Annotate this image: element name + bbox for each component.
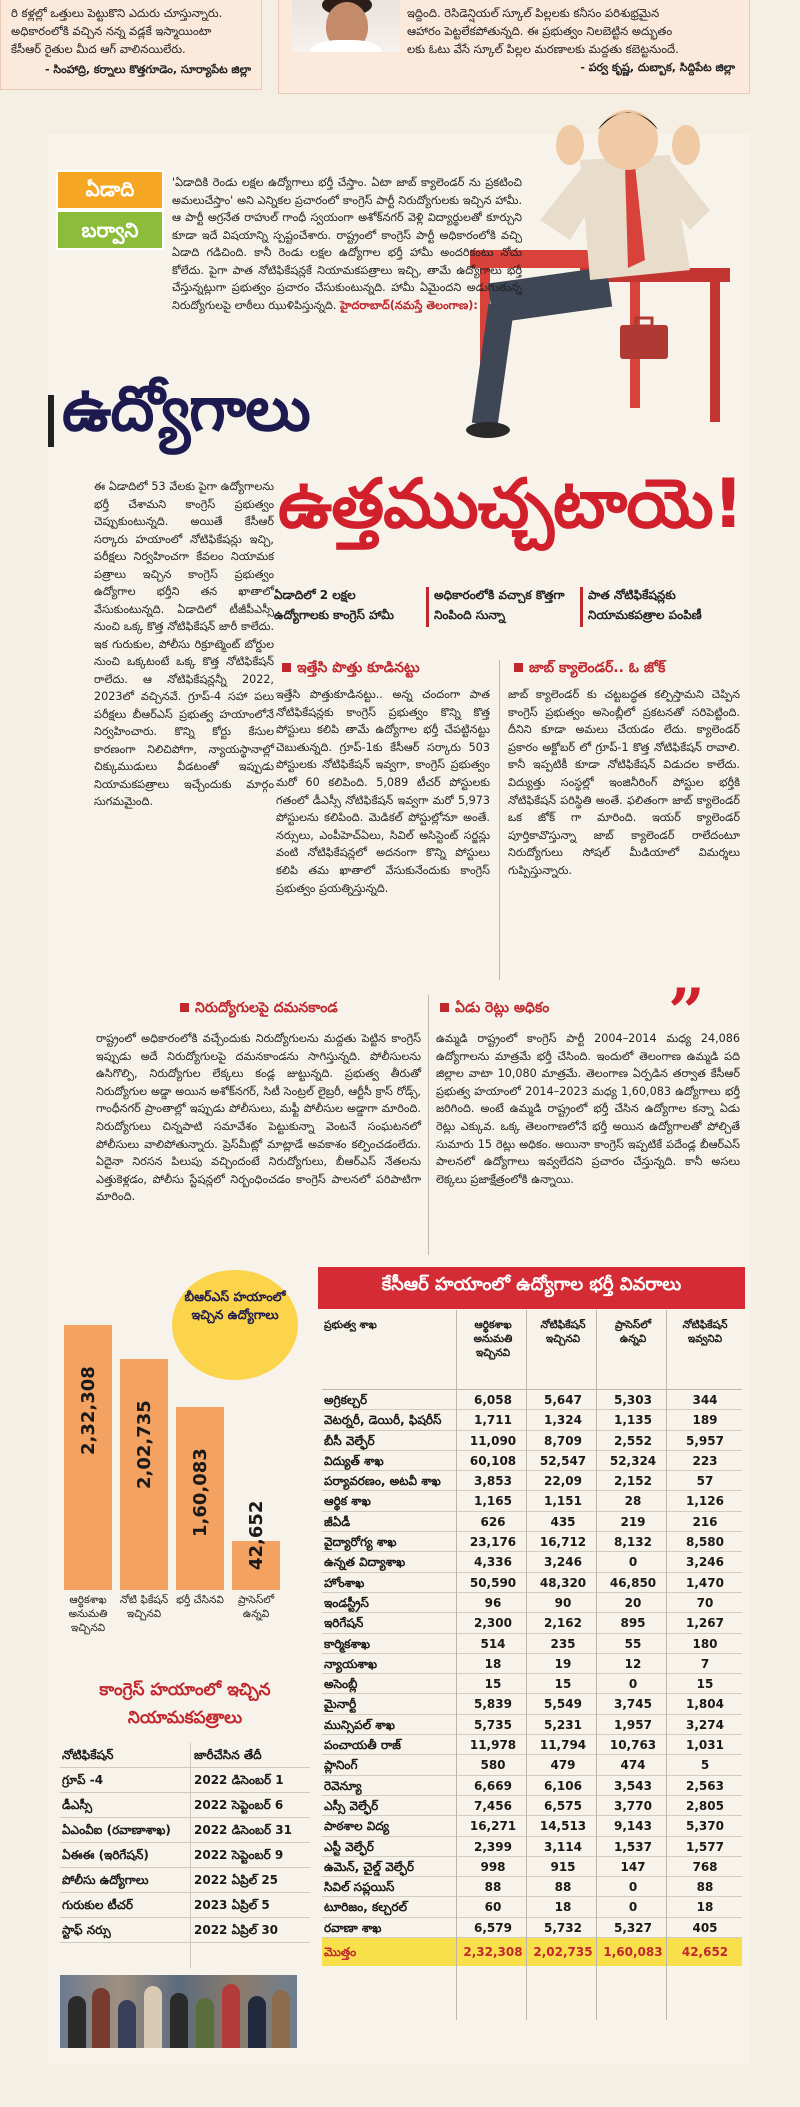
chart-title-bubble — [172, 1270, 298, 1380]
table-cell: 344 — [692, 1393, 718, 1407]
top-left-line: అధికారంలోకి వచ్చిన నన్న వడ్లకే ఇస్మాయింటా — [11, 24, 212, 38]
table-cell: 626 — [480, 1514, 506, 1529]
table-cell: 3,853 — [474, 1474, 512, 1489]
top-left-snippet — [0, 0, 262, 90]
table-cell: 1,324 — [544, 1413, 582, 1428]
department-name: వైద్యారోగ్య శాఖ — [324, 1535, 397, 1550]
table-cell: 5,735 — [474, 1717, 512, 1732]
table-cell: 6,106 — [544, 1778, 582, 1793]
table-cell: 5 — [700, 1758, 710, 1773]
department-name: పంచాయతీ రాజ్ — [324, 1738, 401, 1753]
table-cell: 10,763 — [609, 1738, 657, 1753]
bar-category-label: నోటి ఫికేషన్ ఇచ్చినవి — [119, 1594, 169, 1620]
table-cell: 5,231 — [544, 1717, 582, 1732]
protest-photo — [60, 1975, 297, 2048]
appointments-column-divider — [190, 1743, 191, 1968]
table-total-row — [322, 1938, 742, 1966]
table-cell: 1,804 — [686, 1697, 724, 1712]
table-cell: 7 — [700, 1656, 710, 1671]
table-cell: 57 — [696, 1474, 714, 1489]
table-cell: 5,647 — [544, 1393, 582, 1407]
table-cell: 5,839 — [474, 1697, 512, 1712]
table-cell: 1,151 — [544, 1494, 582, 1509]
table-cell: 50,590 — [469, 1575, 517, 1590]
table-cell: 15 — [554, 1677, 572, 1692]
table-cell: 0 — [628, 1677, 638, 1692]
appointment-notification: గ్రూప్ -4 — [62, 1773, 104, 1787]
details-table-header — [322, 1310, 742, 1390]
table-cell: 5,327 — [614, 1920, 652, 1935]
section-heading: ఏడు రెట్లు అధికం — [440, 1000, 549, 1019]
table-row — [322, 1410, 742, 1430]
table-row — [322, 1431, 742, 1451]
department-name: మైనార్టీ — [324, 1697, 357, 1712]
department-name: ఉమెన్, చైల్డ్ వెల్ఫేర్ — [324, 1859, 415, 1874]
table-row — [322, 1634, 742, 1654]
department-name: రవాణా శాఖ — [324, 1920, 382, 1935]
department-name: ఎస్టీ వెల్ఫేర్ — [324, 1839, 374, 1854]
bar-category-label: భర్తీ చేసినవి — [176, 1594, 224, 1606]
table-cell: 14,513 — [539, 1819, 587, 1834]
logo-text: ఏడాది — [85, 177, 135, 201]
table-cell: 7,456 — [474, 1798, 512, 1813]
appointment-notification: గురుకుల టీచర్ — [62, 1898, 134, 1912]
bar-value-label: 2,02,735 — [134, 1400, 155, 1489]
logo-text: బర్వాని — [81, 218, 139, 242]
table-cell: 3,114 — [544, 1839, 582, 1854]
appointments-table — [60, 1743, 310, 1943]
table-cell: 6,058 — [474, 1393, 512, 1407]
table-cell: 1,267 — [686, 1616, 724, 1631]
table-cell: 2,02,735 — [533, 1945, 593, 1960]
department-name: జీఏడీ — [324, 1514, 351, 1529]
table-cell: 2,563 — [686, 1778, 724, 1793]
headline-sub: ఉత్తముచ్చటాయె! — [278, 465, 743, 544]
department-name: పర్యావరణం, అటవీ శాఖ — [324, 1474, 441, 1489]
department-name: సివిల్ సప్లయిస్ — [324, 1880, 395, 1895]
table-row — [322, 1918, 742, 1938]
highlight-item: అధికారంలోకి వచ్చాక కొత్తగా నింపింది సున్నా — [434, 588, 565, 622]
table-cell: 5,732 — [544, 1920, 582, 1935]
department-name: న్యాయశాఖ — [324, 1656, 378, 1671]
appointment-date: 2022 ఏప్రిల్ 25 — [194, 1873, 279, 1887]
appointments-row — [60, 1793, 310, 1818]
chart-bar — [64, 1325, 112, 1590]
table-row — [322, 1897, 742, 1917]
department-name: మొత్తం — [324, 1945, 357, 1960]
table-cell: 235 — [550, 1636, 576, 1651]
bar-value-label: 1,60,083 — [190, 1448, 211, 1537]
table-cell: 6,579 — [474, 1920, 512, 1935]
table-cell: 5,549 — [544, 1697, 582, 1712]
table-cell: 4,336 — [474, 1555, 512, 1570]
column-divider — [499, 660, 500, 980]
table-row — [322, 1552, 742, 1572]
column-logo — [56, 170, 164, 252]
table-cell: 435 — [550, 1514, 576, 1529]
department-name: ఎస్సీ వెల్ఫేర్ — [324, 1798, 379, 1813]
appointment-date: 2022 ఏప్రిల్ 30 — [194, 1923, 279, 1937]
appointment-date: 2022 డిసెంబర్ 1 — [194, 1773, 284, 1787]
table-row — [322, 1471, 742, 1491]
department-name: హోంశాఖ — [324, 1575, 365, 1590]
table-cell: 46,850 — [609, 1575, 657, 1590]
table-row — [322, 1491, 742, 1511]
table-cell: 1,957 — [614, 1717, 652, 1732]
table-row — [322, 1735, 742, 1755]
table-cell: 147 — [620, 1859, 646, 1874]
top-left-signature: - సింహాద్రి, కర్నాలు కొత్తగూడెం, సూర్యాపేట జిల్లా — [45, 63, 251, 76]
table-cell: 48,320 — [539, 1575, 587, 1590]
table-cell: 5,957 — [686, 1433, 724, 1448]
table-cell: 1,577 — [686, 1839, 724, 1854]
section-heading: నిరుద్యోగులపై దమనకాండ — [180, 1000, 338, 1019]
top-left-line: కేసీఆర్ రైతుల మీద ఆగ్ వాలినయిలేరు. — [11, 42, 186, 56]
department-name: ప్లానింగ్ — [324, 1758, 358, 1773]
department-name: రెవెన్యూ — [324, 1778, 362, 1793]
table-cell: 88 — [696, 1880, 714, 1895]
table-row — [322, 1674, 742, 1694]
appointment-notification: ఏఎంవీఐ (రవాణాశాఖ) — [62, 1823, 171, 1837]
department-name: బీసీ వెల్ఫేర్ — [324, 1433, 375, 1448]
table-cell: 405 — [692, 1920, 718, 1935]
table-cell: 8,709 — [544, 1433, 582, 1448]
table-row — [322, 1512, 742, 1532]
table-cell: 474 — [620, 1758, 646, 1773]
table-cell: 8,580 — [686, 1535, 724, 1550]
table-cell: 3,770 — [614, 1798, 652, 1813]
table-cell: 1,60,083 — [603, 1945, 663, 1960]
table-cell: 1,470 — [686, 1575, 724, 1590]
section-heading: ఇత్తేసి పొత్తు కూడినట్టు — [282, 660, 420, 679]
table-cell: 11,794 — [539, 1738, 587, 1753]
table-cell: 3,543 — [614, 1778, 652, 1793]
author-photo — [292, 0, 400, 52]
table-cell: 2,32,308 — [463, 1945, 523, 1960]
table-row — [322, 1776, 742, 1796]
table-cell: 60,108 — [469, 1453, 517, 1468]
highlight-item: ఏడాదిలో 2 లక్షల ఉద్యోగాలకు కాంగ్రెస్ హామీ — [274, 588, 394, 622]
table-cell: 580 — [480, 1758, 506, 1773]
department-name: ఇరిగేషన్ — [324, 1616, 364, 1631]
top-right-line: ఇద్దింది. రెసిడెన్షియల్ స్కూల్ పిల్లలకు కనీసం పరిశుభ్రమైన — [407, 6, 660, 20]
section-heading: జాబ్ క్యాలెండర్.. ఓ జోక్ — [514, 660, 666, 679]
table-cell: 219 — [620, 1514, 646, 1529]
section-body: రాష్ట్రంలో అధికారంలోకి వచ్చేందుకు నిరుద్యోగులను మద్దతు పెట్టిన కాంగ్రెస్ ఇప్పుడు అదే నిరుద్యోగులపై దమనకాండను సాగిస్తున్నది. పోలీసులను ఉసిగొల్పి, నిరుద్యోగుల లేక్కలు కండ్ల జుట్టున్నది. ప్రభుత్వ తీరుతో నిరుద్యోగుల అడ్డా అయిన అశోక్‌నగర్, సిటీ సెంట్రల్ లైబ్రరీ, ఆర్టీసీ క్రాస్ రోడ్స్, గాంధీనగర్ ప్రాంతాల్లో ఇప్పుడు పోలీసులు, మఫ్టీ పోలీసుల అడ్డాగా మారింది. నిరుద్యోగులు చిన్నపాటి సమావేశం పెట్టుకున్నా వెంటనే సంఘటనలో పోలీసులు వాలిపోతున్నారు. ప్రెస్‌మీట్లో మాట్లాడే అవకాశం కల్పించడంలేదు. ఏదైనా నిరసన పిలుపు వచ్చిందంటే నిరుద్యోగులు, బీఆర్ఎస్ నేతలను ఎత్తుకెళ్లడం, పోలీసు స్టేషన్లలో నిర్బంధించడం కాంగ్రెస్ పాలనలో పరిపాటిగా మారింది. — [96, 1032, 421, 1204]
top-right-line: ఆహారం పెట్టలేకపోతున్నది. ఈ ప్రభుత్వం నిలబెట్టిన అద్భుతం — [407, 24, 673, 38]
top-left-line: రి కళ్లల్లో ఒత్తులు పెట్టుకొని ఎదురు చూస్తున్నారు. — [11, 6, 223, 20]
table-cell: 2,162 — [544, 1616, 582, 1631]
table-cell: 2,300 — [474, 1616, 512, 1631]
table-cell: 3,274 — [686, 1717, 724, 1732]
headline: ఉద్యోగాలు — [62, 372, 310, 445]
table-row — [322, 1837, 742, 1857]
table-column-divider — [666, 1310, 667, 2020]
table-row — [322, 1451, 742, 1471]
top-right-signature: - పర్వ కృష్ణ, దుబ్బాక, సిద్దిపేట జిల్లా — [580, 61, 735, 74]
table-cell: 2,399 — [474, 1839, 512, 1854]
title-accent-bar — [48, 395, 54, 447]
table-cell: 2,152 — [614, 1474, 652, 1489]
department-name: అసెంబ్లీ — [324, 1677, 358, 1692]
article-intro — [172, 174, 522, 314]
table-row — [322, 1613, 742, 1633]
appointments-row — [60, 1918, 310, 1943]
column-header: ప్రభుత్వ శాఖ — [324, 1319, 377, 1331]
table-row — [322, 1654, 742, 1674]
table-cell: 998 — [480, 1859, 506, 1874]
table-cell: 42,652 — [681, 1945, 729, 1960]
bar-category-label: ఆర్థికశాఖ అనుమతి ఇచ్చినవి — [68, 1594, 108, 1634]
table-row — [322, 1877, 742, 1897]
highlight-divider — [426, 587, 429, 627]
appointments-row — [60, 1768, 310, 1793]
appointments-title: కాంగ్రెస్ హయాంలో ఇచ్చిన నియామకపత్రాలు — [99, 1680, 271, 1728]
table-cell: 0 — [628, 1880, 638, 1895]
appointment-date: జారీచేసిన తేదీ — [194, 1748, 262, 1762]
table-cell: 3,745 — [614, 1697, 652, 1712]
section-body: ఉమ్మడి రాష్ట్రంలో కాంగ్రెస్ పార్టీ 2004–2014 మధ్య 24,086 ఉద్యోగాలను మాత్రమే భర్తీ చేసింది. ఇందులో తెలంగాణ ఉమ్మడి పది జిల్లాల వాటా 10,080 మాత్రమే. తెలంగాణ ఏర్పడిన తర్వాత కేసీఆర్ ప్రభుత్వ హయాంలో 2014–2023 మధ్య 1,60,083 ఉద్యోగాలు భర్తీ జరిగింది. అంటే ఉమ్మడి రాష్ట్రంలో భర్తీ చేసిన ఉద్యోగాల కన్నా ఏడు రెట్లు ఎక్కువ. ఒక్క తెలంగాణలోనే భర్తీ అయిన ఉద్యోగాలతో పోల్చితే సుమారు 15 రెట్లు అధికం. అయినా కాంగ్రెస్ ఇప్పటికే పదేండ్ల బీఆర్ఎస్ పాలనలో ఉద్యోగాలు ఇవ్వలేదని ప్రచారం చేస్తున్నది. కానీ అసలు లెక్కలు ప్రజాక్షేత్రంలోకి ఉన్నాయి. — [436, 1032, 740, 1186]
intro-text: 'ఏడాదికి రెండు లక్షల ఉద్యోగాలు భర్తీ చేస్తాం. ఏటా జాబ్ క్యాలెండర్ ను ప్రకటించి అమలుచేస్తాం' అని ఎన్నికల ప్రచారంలో కాంగ్రెస్ పార్టీ నిరుద్యోగులకు ఇచ్చిన హామీ. ఆ పార్టీ అగ్రనేత రాహుల్ గాంధీ స్వయంగా అశోక్‌నగర్ వెళ్లి విద్యార్థులతో కూర్చుని కూడా ఇదే విషయాన్ని స్పష్టంచేశారు. రాష్ట్రంలో కాంగ్రెస్ పార్టీ అధికారంలోకి వచ్చి ఏడాది గడిచింది. కానీ రెండు లక్షల ఉద్యోగాల భర్తీ హామీ అందరికంటు నోచు కోలేదు. పైగా పాత నోటిఫికేషన్లకే నియామకపత్రాలు ఇచ్చి, తామే ఉద్యోగాలు భర్తీ చేస్తున్నట్లుగా ప్రభుత్వం ప్రచారం చేసుకుంటున్నది. హామీ ఏమైందని అడుగుతున్న నిరుద్యోగులపై లాఠీలు ఝుళిపిస్తున్నది. — [172, 176, 522, 312]
table-column-divider — [456, 1310, 457, 2020]
section-body: జాబ్ క్యాలెండర్ కు చట్టబద్ధత కల్పిస్తామని చెప్పిన కాంగ్రెస్ ప్రభుత్వం అసెంబ్లీలో ప్రకటనతో సరిపెట్టింది. దీనిని కూడా అమలు చేయడం లేదు. క్యాలెండర్ ప్రకారం అక్టోబర్ లో గ్రూప్-1 కొత్త నోటిఫికేషన్ రావాలి. కానీ ఇప్పటికీ కూడా నోటిఫికేషన్ విడుదల కాలేదు. విద్యుత్తు సంస్థల్లో ఇంజినీరింగ్ పోస్టుల భర్తీకి నోటిఫికేషన్ పరిస్థితి అంతే. ఫలితంగా జాబ్ క్యాలెండర్ ఒక జోక్ గా మారింది. ఇయర్ క్యాలెండర్ పూర్తికావొస్తున్నా జాబ్ క్యాలెండర్ రాలేదంటూ నిరుద్యోగులు సోషల్ మీడియాలో విమర్శలు గుప్పిస్తున్నారు. — [508, 688, 740, 877]
table-cell: 9,143 — [614, 1819, 652, 1834]
table-cell: 88 — [554, 1880, 572, 1895]
table-cell: 223 — [692, 1453, 718, 1468]
appointment-notification: నోటిఫికేషన్ — [62, 1748, 114, 1762]
department-name: ఆర్థిక శాఖ — [324, 1494, 371, 1509]
table-cell: 55 — [624, 1636, 642, 1651]
table-cell: 90 — [554, 1595, 572, 1610]
department-name: విద్యుత్ శాఖ — [324, 1453, 384, 1468]
table-cell: 0 — [628, 1900, 638, 1915]
section-body: ఇత్తేసి పొత్తుకూడినట్టు.. అన్న చందంగా పాత నోటిఫికేషన్లకు కాంగ్రెస్ ప్రభుత్వం కొన్ని కొత్త పోస్టులు కలిపి తామే ఉద్యోగాల భర్తీ చేపట్టినట్టు చెబుతున్నది. గ్రూప్-1కు కేసీఆర్ సర్కారు 503 పోస్టులకు నోటిఫికేషన్ ఇవ్వగా, కాంగ్రెస్ ప్రభుత్వం మరో 60 కలిపింది. 5,089 టీచర్ పోస్టులకు గతంలో డీఎస్సీ నోటిఫికేషన్ ఇవ్వగా మరో 5,973 పోస్టులను కలిపింది. మెడికల్ పోస్టుల్లోనూ అంతే. నర్సులు, ఎంపీహెచ్ఏలు, సివిల్ అసిస్టెంట్ సర్జన్లు వంటి నోటిఫికేషన్లలో అదనంగా కొన్ని పోస్టులు కలిపి తమ ఖాతాలో వేసుకునేందుకు కాంగ్రెస్ ప్రభుత్వం ప్రయత్నిస్తున్నది. — [276, 688, 490, 895]
table-cell: 1,165 — [474, 1494, 512, 1509]
appointment-notification: పోలీసు ఉద్యోగాలు — [62, 1873, 149, 1887]
table-column-divider — [526, 1310, 527, 2020]
table-cell: 216 — [692, 1514, 718, 1529]
table-cell: 6,575 — [544, 1798, 582, 1813]
appointment-date: 2022 సెప్టెంబర్ 6 — [194, 1798, 284, 1812]
table-row — [322, 1390, 742, 1410]
column-header: ప్రాసెస్‌లో ఉన్నవి — [614, 1319, 652, 1345]
chart-title: బీఆర్ఎస్ హయాంలో ఇచ్చిన ఉద్యోగాలు — [184, 1289, 286, 1322]
table-cell: 180 — [692, 1636, 718, 1651]
table-cell: 88 — [484, 1880, 502, 1895]
table-cell: 915 — [550, 1859, 576, 1874]
table-row — [322, 1755, 742, 1775]
bar-value-label: 2,32,308 — [78, 1366, 99, 1455]
table-cell: 52,324 — [609, 1453, 657, 1468]
table-cell: 28 — [624, 1494, 642, 1509]
column-divider — [428, 995, 429, 1255]
table-cell: 1,126 — [686, 1494, 724, 1509]
table-cell: 895 — [620, 1616, 646, 1631]
table-cell: 18 — [484, 1656, 502, 1671]
department-name: వెటర్నరీ, డెయిరీ, ఫిషరీస్ — [324, 1413, 442, 1428]
table-cell: 3,246 — [544, 1555, 582, 1570]
table-cell: 514 — [480, 1636, 506, 1651]
column-header: నోటిఫికేషన్ ఇచ్చినవి — [540, 1319, 586, 1345]
appointment-date: 2022 డిసెంబర్ 31 — [194, 1823, 292, 1837]
table-cell: 11,090 — [469, 1433, 517, 1448]
table-cell: 768 — [692, 1859, 718, 1874]
highlight-strip — [274, 585, 744, 633]
highlight-item: పాత నోటిఫికేషన్లకు నియామకపత్రాల పంపిణీ — [588, 588, 702, 622]
table-cell: 96 — [484, 1595, 502, 1610]
column-header: నోటిఫికేషన్ ఇవ్వనివి — [682, 1319, 728, 1345]
appointment-notification: ఏఈఈ (ఇరిగేషన్) — [62, 1848, 149, 1862]
table-cell: 70 — [696, 1595, 714, 1610]
appointment-date: 2022 సెప్టెంబర్ 9 — [194, 1848, 284, 1862]
table-cell: 16,712 — [539, 1535, 587, 1550]
table-cell: 5,370 — [686, 1819, 724, 1834]
department-name: టూరిజం, కల్చరల్ — [324, 1900, 408, 1915]
bar-value-label: 42,652 — [246, 1500, 267, 1570]
table-row — [322, 1715, 742, 1735]
appointments-row — [60, 1893, 310, 1918]
table-cell: 22,09 — [544, 1474, 582, 1489]
appointment-date: 2023 ఏప్రిల్ 5 — [194, 1898, 270, 1912]
table-cell: 11,978 — [469, 1738, 517, 1753]
table-cell: 18 — [554, 1900, 572, 1915]
table-cell: 1,031 — [686, 1738, 724, 1753]
table-cell: 20 — [624, 1595, 642, 1610]
highlight-divider — [580, 587, 583, 627]
department-name: పాఠశాల విద్య — [324, 1819, 390, 1834]
table-cell: 6,669 — [474, 1778, 512, 1793]
department-name: మున్సిపల్ శాఖ — [324, 1717, 395, 1732]
table-cell: 16,271 — [469, 1819, 517, 1834]
bar-category-label: ప్రాసెస్‌లో ఉన్నవి — [237, 1594, 275, 1620]
table-column-divider — [596, 1310, 597, 2020]
dateline: హైదరాబాద్(నమస్తే తెలంగాణ): — [339, 298, 478, 312]
table-cell: 5,303 — [614, 1393, 652, 1407]
appointment-notification: స్టాఫ్ నర్సు — [62, 1923, 111, 1937]
details-table — [322, 1310, 742, 1966]
table-cell: 1,537 — [614, 1839, 652, 1854]
appointment-notification: డీఎస్సీ — [62, 1798, 93, 1812]
table-cell: 1,711 — [474, 1413, 512, 1428]
department-name: ఇండస్ట్రీస్ — [324, 1595, 369, 1610]
appointments-row — [60, 1843, 310, 1868]
table-cell: 1,135 — [614, 1413, 652, 1428]
table-row — [322, 1857, 742, 1877]
table-cell: 60 — [484, 1900, 502, 1915]
table-cell: 23,176 — [469, 1535, 517, 1550]
table-cell: 479 — [550, 1758, 576, 1773]
column-header: ఆర్థికశాఖ అనుమతి ఇచ్చినవి — [473, 1319, 513, 1359]
top-right-line: లకు ఓటు వేసే స్కూల్ పిల్లల మరణాలకు మద్దతు కబెట్టనుందే. — [407, 42, 679, 56]
table-row — [322, 1816, 742, 1836]
table-cell: 52,547 — [539, 1453, 587, 1468]
table-cell: 8,132 — [614, 1535, 652, 1550]
department-name: అగ్రికల్చర్ — [324, 1393, 368, 1407]
table-cell: 2,805 — [686, 1798, 724, 1813]
department-name: ఉన్నత విద్యాశాఖ — [324, 1555, 406, 1570]
appointments-row — [60, 1818, 310, 1843]
appointments-row — [60, 1868, 310, 1893]
table-cell: 18 — [696, 1900, 714, 1915]
table-row — [322, 1532, 742, 1552]
table-row — [322, 1573, 742, 1593]
table-cell: 12 — [624, 1656, 642, 1671]
table-cell: 3,246 — [686, 1555, 724, 1570]
table-row — [322, 1796, 742, 1816]
appointments-header-row — [60, 1743, 310, 1768]
table-cell: 15 — [696, 1677, 714, 1692]
quote-icon: ” — [668, 975, 705, 1050]
details-table-title: కేసీఆర్ హయాంలో ఉద్యోగాల భర్తీ వివరాలు — [381, 1274, 682, 1295]
department-name: కార్మికశాఖ — [324, 1636, 371, 1651]
lead-paragraph: ఈ ఏడాదిలో 53 వేలకు పైగా ఉద్యోగాలను భర్తీ చేశామని కాంగ్రెస్ ప్రభుత్వం చెప్పుకుంటున్నది. అయితే కేసీఆర్ సర్కారు హయాంలో నోటిఫికేషన్లు ఇచ్చి, పరీక్షలు నిర్వహించగా కేవలం నియామక పత్రాలు ఇచ్చిన కాంగ్రెస్ ప్రభుత్వం ఉద్యోగాల భర్తీని తన ఖాతాలో వేసుకుంటున్నది. ఏడాదిలో టీజీపీఎస్సీ నుంచి ఒక్క కొత్త నోటిఫికేషన్ జారీ కాలేదు. ఇక గురుకుల, పోలీసు రిక్రూట్మెంట్ బోర్డుల నుంచి ఒక్కటంటే ఒక్క కొత్త నోటిఫికేషన్ రాలేదు. ఆ నోటిఫికేషన్లన్నీ 2022, 2023లో వచ్చినవే. గ్రూప్-4 సహా పలు పరీక్షలు బీఆర్ఎస్ ప్రభుత్వ హయాంలోనే నిర్వహించారు. కొన్ని కోర్టు కేసుల కారణంగా నిలిచిపోగా, న్యాయస్థానాల్లో చిక్కుముడులు వీడటంతో ఇప్పుడు నియామకపత్రాలు ఇచ్చేందుకు మార్గం సుగమమైంది. — [94, 480, 274, 808]
table-cell: 189 — [692, 1413, 718, 1428]
table-cell: 15 — [484, 1677, 502, 1692]
table-cell: 2,552 — [614, 1433, 652, 1448]
table-row — [322, 1593, 742, 1613]
table-cell: 19 — [554, 1656, 572, 1671]
table-cell: 0 — [628, 1555, 638, 1570]
table-row — [322, 1694, 742, 1714]
